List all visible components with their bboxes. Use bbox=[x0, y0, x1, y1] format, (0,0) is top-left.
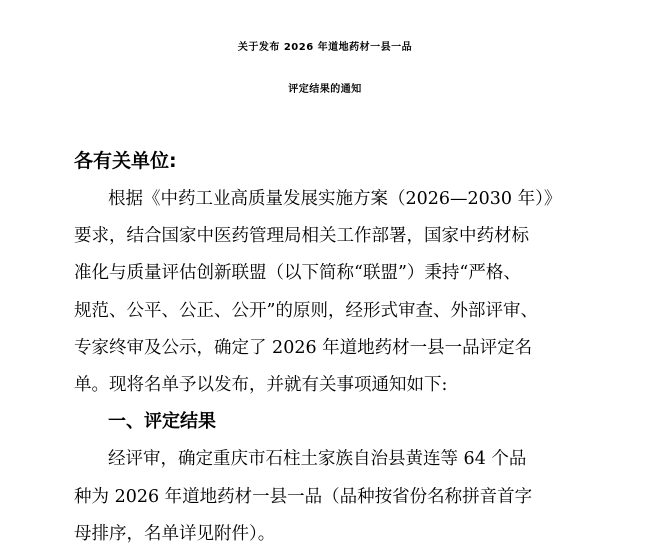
section-heading-evaluation-results: 一、评定结果 bbox=[108, 411, 216, 432]
paragraph-1-line-6: 单。现将名单予以发布，并就有关事项通知如下: bbox=[74, 375, 448, 395]
salutation: 各有关单位: bbox=[74, 150, 177, 172]
paragraph-2-line-2: 种为 2026 年道地药材一县一品（品种按省份名称拼音首字 bbox=[74, 487, 533, 507]
document-title-line-2: 评定结果的通知 bbox=[288, 84, 362, 95]
paragraph-1-line-1: 根据《中药工业高质量发展实施方案（2026—2030 年）》 bbox=[108, 189, 562, 209]
paragraph-1-line-3: 准化与质量评估创新联盟（以下简称“联盟”）秉持“严格、 bbox=[74, 263, 521, 283]
paragraph-1-line-5: 专家终审及公示，确定了 2026 年道地药材一县一品评定名 bbox=[74, 338, 533, 358]
paragraph-1-line-4: 规范、公平、公正、公开”的原则，经形式审查、外部评审、 bbox=[74, 301, 538, 321]
paragraph-2-line-3: 母排序，名单详见附件）。 bbox=[74, 524, 276, 544]
document-title-line-1: 关于发布 2026 年道地药材一县一品 bbox=[237, 42, 413, 53]
paragraph-2-line-1: 经评审，确定重庆市石柱土家族自治县黄连等 64 个品 bbox=[108, 449, 527, 469]
paragraph-1-line-2: 要求，结合国家中医药管理局相关工作部署，国家中药材标 bbox=[74, 226, 529, 246]
